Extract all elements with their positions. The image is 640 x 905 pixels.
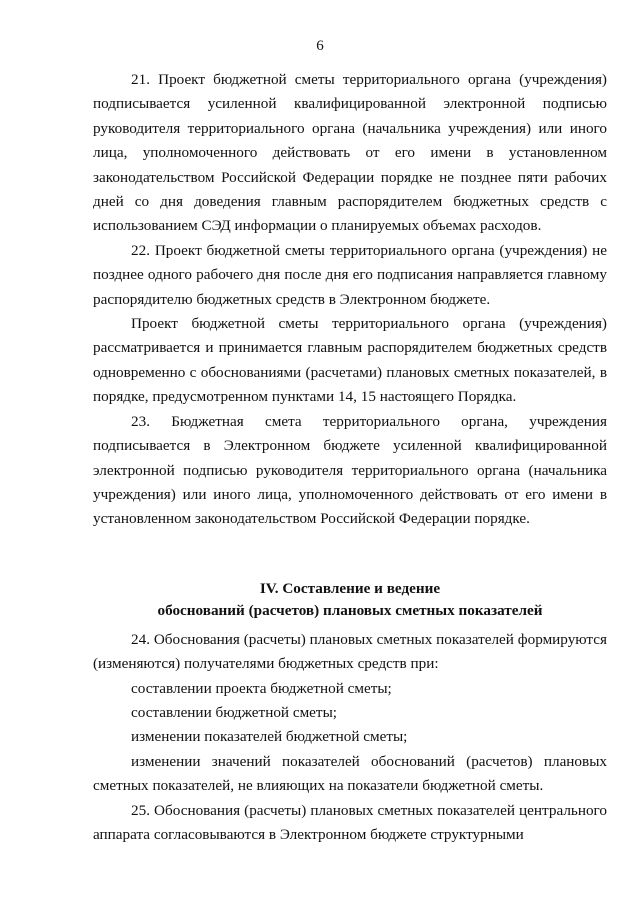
paragraph-25: 25. Обоснования (расчеты) плановых сметных показателей центрального аппарата согласовываются в Электронном бюджете структурными xyxy=(93,801,607,843)
list-item: составлении проекта бюджетной сметы; xyxy=(131,679,392,697)
section-title-line-1: IV. Составление и ведение xyxy=(259,579,441,597)
paragraph-24-change: изменении значений показателей обоснований (расчетов) плановых сметных показателей, не влияющих на показатели бюджетной сметы. xyxy=(93,752,607,795)
paragraph-23: 23. Бюджетная смета территориального органа, учреждения подписывается в Электронном бюджете усиленной квалифицированной электронной подписью руководителя территориального органа (начальника учреждения) или иного лица, уполномоченного действовать от его имени в установленном законодательством Российской Федерации порядке. xyxy=(93,412,607,528)
paragraph-22: 22. Проект бюджетной сметы территориального органа (учреждения) не позднее одного рабочего дня после дня его подписания направляется главному распорядителю бюджетных средств в Электронном бюджете. xyxy=(93,241,607,308)
section-title-line-2: обоснований (расчетов) плановых сметных показателей xyxy=(157,601,543,619)
list-item: составлении бюджетной сметы; xyxy=(131,703,337,721)
paragraph-21: 21. Проект бюджетной сметы территориального органа (учреждения) подписывается усиленной квалифицированной электронной подписью руководителя территориального органа (начальника учреждения) или иного лица, уполномоченного действовать от его имени в установленном законодательством Российской Федерации порядке не позднее пяти рабочих дней со дня доведения главным распорядителем бюджетных средств с использованием СЭД информации о планируемых объемах расходов. xyxy=(93,71,607,235)
paragraph-22-review: Проект бюджетной сметы территориального органа (учреждения) рассматривается и принимается главным распорядителем бюджетных средств одновременно с обоснованиями (расчетами) плановых сметных показателей, в порядке, предусмотренном пунктами 14, 15 настоящего Порядка. xyxy=(93,315,607,406)
section-heading xyxy=(93,578,607,622)
document-body xyxy=(93,68,607,847)
page-number: 6 xyxy=(316,38,324,54)
paragraph-24: 24. Обоснования (расчеты) плановых сметных показателей формируются (изменяются) получателями бюджетных средств при: xyxy=(93,630,607,673)
list-item: изменении показателей бюджетной сметы; xyxy=(131,728,408,746)
